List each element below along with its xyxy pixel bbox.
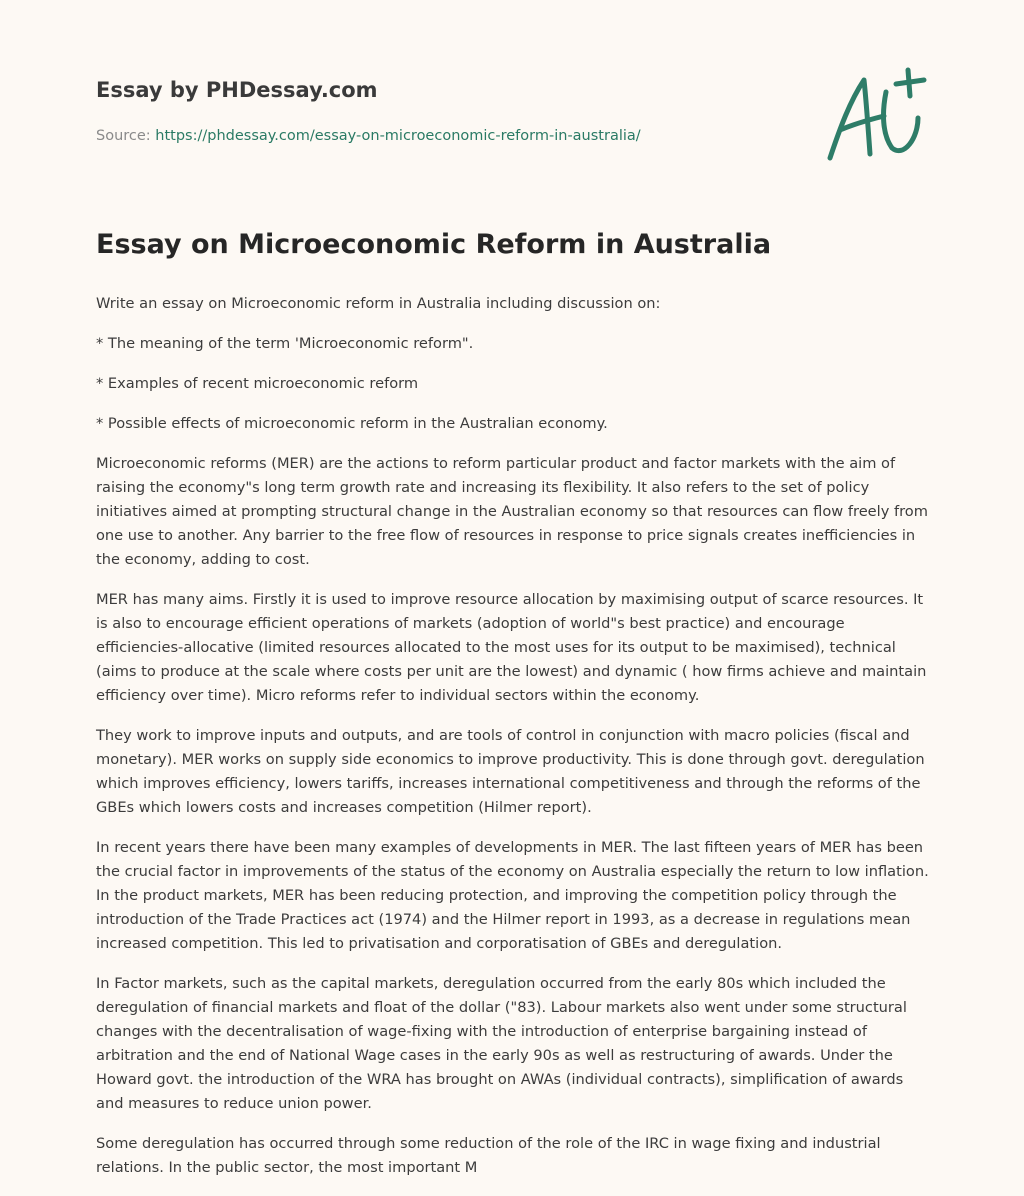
essay-paragraph: In recent years there have been many examples of developments in MER. The last fifteen years of MER has been the crucial factor in improvements of the status of the economy on Australia especially the return to low inflation. In the product markets, MER has been reducing protection, and improving the competition policy through the introduction of the Trade Practices act (1974) and the Hilmer report in 1993, as a decrease in regulations mean increased competition. This led to privatisation and corporatisation of GBEs and deregulation.	[96, 839, 929, 952]
a-plus-logo-icon	[818, 66, 928, 166]
essay-paragraph: * Examples of recent microeconomic reform	[96, 375, 419, 392]
essay-title: Essay on Microeconomic Reform in Australia	[96, 229, 772, 260]
site-brand: Essay by PHDessay.com	[96, 78, 378, 102]
essay-paragraph: * The meaning of the term 'Microeconomic reform".	[96, 335, 474, 352]
header	[96, 76, 796, 146]
source-link[interactable]: https://phdessay.com/essay-on-microeconomic-reform-in-australia/	[155, 128, 641, 144]
essay-paragraph: Write an essay on Microeconomic reform in Australia including discussion on:	[96, 295, 661, 312]
source-label: Source:	[96, 128, 151, 144]
essay-paragraph: * Possible effects of microeconomic reform in the Australian economy.	[96, 415, 608, 432]
essay-paragraph: Microeconomic reforms (MER) are the actions to reform particular product and factor markets with the aim of raising the economy"s long term growth rate and increasing its flexibility. It also refers to the set of policy initiatives aimed at prompting structural change in the Australian economy so that resources can flow freely from one use to another. Any barrier to the free flow of resources in response to price signals creates inefficiencies in the economy, adding to cost.	[96, 455, 928, 568]
source-line	[96, 126, 796, 146]
essay-paragraph: In Factor markets, such as the capital markets, deregulation occurred from the early 80s which included the deregulation of financial markets and float of the dollar ("83). Labour markets also went under some structural changes with the decentralisation of wage-fixing with the introduction of enterprise bargaining instead of arbitration and the end of National Wage cases in the early 90s as well as restructuring of awards. Under the Howard govt. the introduction of the WRA has brought on AWAs (individual contracts), simplification of awards and measures to reduce union power.	[96, 975, 907, 1112]
essay-paragraph: MER has many aims. Firstly it is used to improve resource allocation by maximising output of scarce resources. It is also to encourage efficient operations of markets (adoption of world"s best practice) and encourage efficiencies-allocative (limited resources allocated to the most uses for its output to be maximised), technical (aims to produce at the scale where costs per unit are the lowest) and dynamic ( how firms achieve and maintain efficiency over time). Micro reforms refer to individual sectors within the economy.	[96, 591, 927, 704]
essay-content	[96, 224, 932, 1196]
essay-paragraph: Some deregulation has occurred through some reduction of the role of the IRC in wage fixing and industrial relations. In the public sector, the most important M	[96, 1135, 881, 1176]
essay-paragraph: They work to improve inputs and outputs, and are tools of control in conjunction with macro policies (fiscal and monetary). MER works on supply side economics to improve productivity. This is done through govt. deregulation which improves efficiency, lowers tariffs, increases international competitiveness and through the reforms of the GBEs which lowers costs and increases competition (Hilmer report).	[96, 727, 925, 816]
